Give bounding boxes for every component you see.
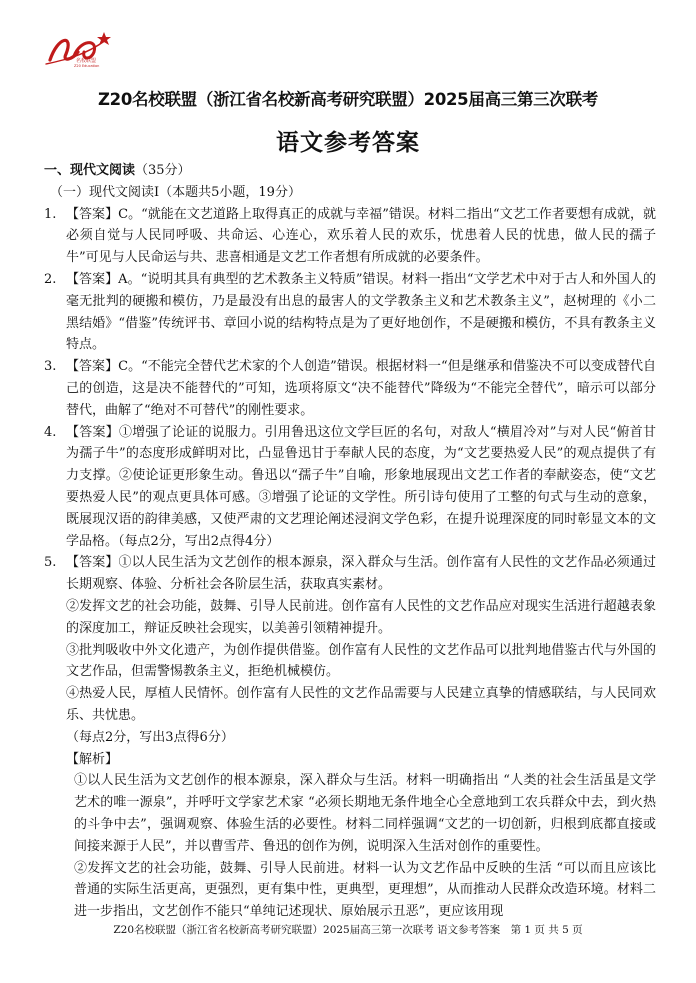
answer-item-4: [44, 422, 656, 553]
page-title: Z20名校联盟（浙江省名校新高考研究联盟）2025届高三第三次联考: [98, 90, 598, 109]
item-text: 【答案】①以人民生活为文艺创作的根本源泉，深入群众与生活。创作富有人民性的文艺作品必须通过长期观察、体验、分析社会各阶层生活，获取真实素材。: [66, 555, 656, 593]
item-number: 1.: [44, 206, 57, 222]
answer-item-1: [44, 204, 656, 269]
item-text: 【答案】A。“说明其具有典型的艺术教条主义特质”错误。材料一指出“文学艺术中对于古人和外国人的毫无批判的硬搬和模仿，乃是最没有出息的最害人的文学教条主义和艺术教条主义”，赵树理的《小二黑结婚》“借鉴”传统评书、章回小说的结构特点是为了更好地创作，不是硬搬和模仿，不具有教条主义特点。: [66, 271, 656, 353]
logo-text: 名校联盟: [76, 58, 97, 64]
answer-content: [44, 160, 656, 923]
item-number: 5.: [44, 555, 57, 571]
item-number: 2.: [44, 271, 57, 287]
item-number: 4.: [44, 424, 57, 440]
item-text: 【答案】C。“不能完全替代艺术家的个人创造”错误。根据材料一“但是继承和借鉴决不可以变成替代自己的创造，这是决不能替代的”可知，选项将原文“决不能替代”降级为“不能完全替代”，暗示可以部分替代，曲解了“绝对不可替代”的刚性要求。: [66, 359, 656, 418]
answer-item-5: [44, 552, 656, 596]
subsection-heading: （一）现代文阅读Ⅰ（本题共5小题，19分）: [50, 184, 301, 200]
answer-item-2: [44, 269, 656, 356]
section-heading: [44, 160, 656, 182]
item-text: 【答案】C。“就能在文艺道路上取得真正的成就与幸福”错误。材料二指出“文艺工作者要想有成就，就必须自觉与人民同呼吸、共命运、心连心，欢乐着人民的欢乐，忧患着人民的忧患，做人民的孺子牛”可见与人民命运与共、悲喜相通是文艺工作者想有所成就的必要条件。: [66, 206, 656, 266]
item-number: 3.: [44, 359, 57, 375]
page-subtitle: 语文参考答案: [276, 130, 420, 156]
section-title: 一、现代文阅读: [44, 163, 136, 178]
item5-point-4: ④热爱人民，厚植人民情怀。创作富有人民性的文艺作品需要与人民建立真挚的情感联结，与人民同欢乐、共忧患。: [66, 686, 656, 723]
section-points: （35分）: [135, 163, 191, 178]
answer-item-3: [44, 356, 656, 421]
analysis-point-2: ②发挥文艺的社会功能，鼓舞、引导人民前进。材料一认为文艺作品中反映的生活 “可以而且应该比普通的实际生活更高，更强烈，更有集中性，更典型，更理想”，从而推动人民群众改造环境。材料二进一步指出，文艺创作不能只“单纯记述现状、原始展示丑恶”，更应该用现: [74, 860, 656, 920]
item5-point-3: ③批判吸收中外文化遗产，为创作提供借鉴。创作富有人民性的文艺作品可以批判地借鉴古代与外国的文艺作品，但需警惕教条主义，拒绝机械模仿。: [66, 642, 656, 680]
logo-subtext: Z20 Education: [74, 64, 100, 68]
analysis-heading: 【解析】: [66, 751, 119, 767]
item5-scoring-note: （每点2分，写出3点得6分）: [66, 729, 234, 745]
item-text: 【答案】①增强了论证的说服力。引用鲁迅这位文学巨匠的名句，对敌人“横眉冷对”与对人民“俯首甘为孺子牛”的态度形成鲜明对比，凸显鲁迅甘于奉献人民的态度，为“文艺要热爱人民”的观点提供了有力支撑。②使论证更形象生动。鲁迅以“孺子牛”自喻，形象地展现出文艺工作者的奉献姿态，使“文艺要热爱人民”的观点更具体可感。③增强了论证的文学性。所引诗句使用了工整的句式与生动的意象，既展现汉语的韵律美感，又使严肃的文艺理论阐述浸润文学色彩，在提升说理深度的同时彰显文本的文学品格。（每点2分，写出2点得4分）: [66, 424, 656, 549]
analysis-point-1: ①以人民生活为文艺创作的根本源泉，深入群众与生活。材料一明确指出 “人类的社会生活虽是文学艺术的唯一源泉”，并呼吁文学家艺术家 “必须长期地无条件地全心全意地到工农兵群众中去，到火热的斗争中去”，强调观察、体验生活的必要性。材料二同样强调“文艺的一切创新，归根到底都直接或间接来源于人民”，并以曹雪芹、鲁迅的创作为例，说明深入生活对创作的重要性。: [74, 773, 656, 854]
page-footer: Z20名校联盟（浙江省名校新高考研究联盟）2025届高三第一次联考 语文参考答案 第 1 页 共 5 页: [113, 924, 583, 936]
item5-point-2: ②发挥文艺的社会功能，鼓舞、引导人民前进。创作富有人民性的文艺作品应对现实生活进行超越表象的深度加工，辩证反映社会现实，以美善引领精神提升。: [66, 598, 656, 636]
